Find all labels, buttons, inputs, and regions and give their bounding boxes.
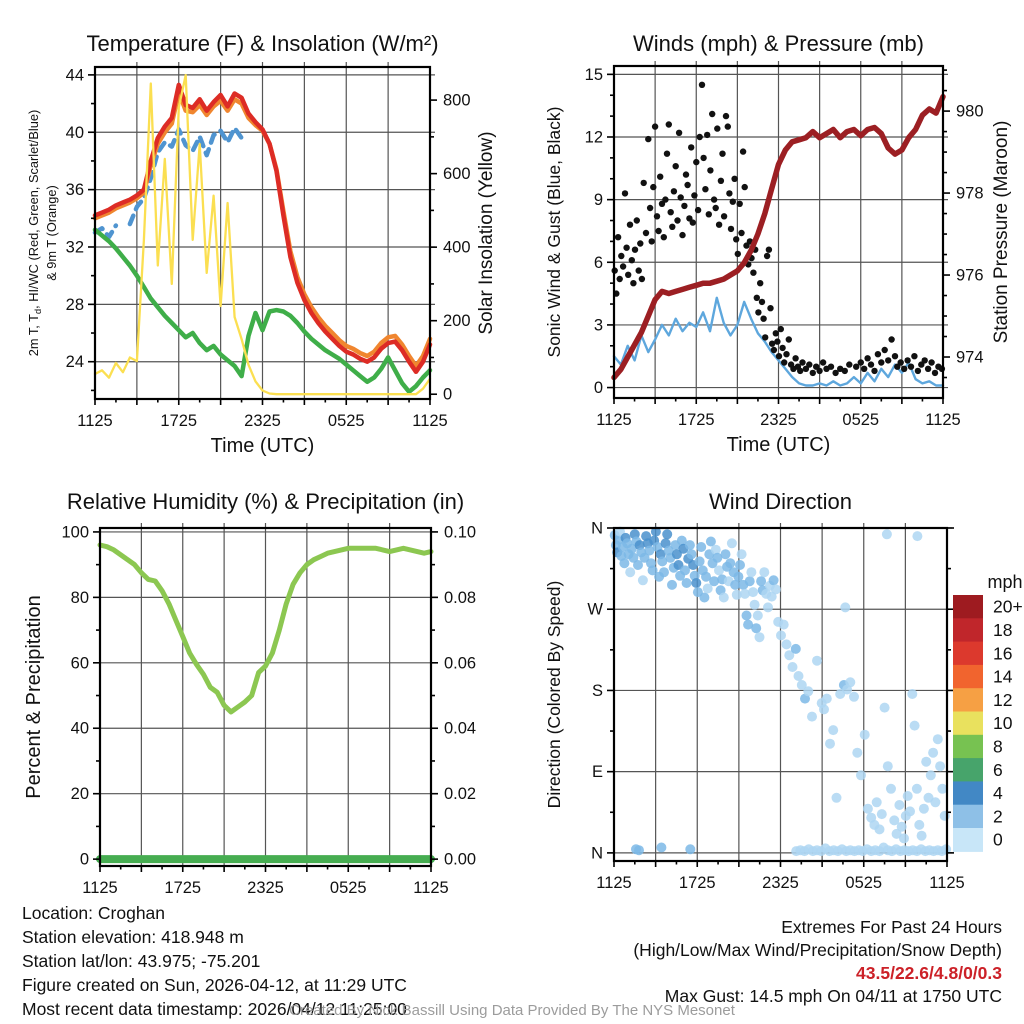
- y-right-tick-label: 0: [443, 385, 453, 404]
- chart-title: Temperature (F) & Insolation (W/m²): [86, 31, 439, 56]
- colorbar-label: 12: [993, 689, 1013, 710]
- colorbar-swatch: [953, 735, 983, 759]
- colorbar-swatch: [953, 781, 983, 805]
- y-right-tick-label: 800: [443, 91, 471, 110]
- y-right-tick-label: 0.10: [444, 523, 477, 542]
- humidity-precip-chart: [23, 489, 476, 897]
- y-left-tick-label: 9: [593, 191, 603, 210]
- colorbar-label: 14: [993, 666, 1013, 687]
- x-tick-label: 2325: [244, 412, 281, 430]
- x-tick-label: 1125: [77, 412, 113, 430]
- colorbar-label: 0: [993, 829, 1003, 850]
- x-tick-label: 2325: [760, 411, 797, 429]
- x-tick-label: 0525: [845, 874, 883, 892]
- colorbar-label: 4: [993, 783, 1003, 804]
- y-right-tick-label: 974: [956, 348, 984, 367]
- colorbar-label: 18: [993, 619, 1013, 640]
- y-left-tick-label: 28: [65, 295, 84, 314]
- extremes-subtitle: (High/Low/Max Wind/Precipitation/Snow Depth): [633, 940, 1002, 960]
- y-left-tick-label: N: [591, 844, 603, 863]
- y-axis-label: 2m T, $T_d$, HI/WC (Red, Green, Scarlet/Blue): [26, 109, 43, 357]
- station-elevation: Station elevation: 418.948 m: [22, 927, 244, 947]
- y-right-tick-label: 976: [956, 266, 984, 285]
- temperature-insolation-chart: [26, 31, 497, 457]
- colorbar-swatch: [953, 828, 983, 852]
- y-axis-label: Sonic Wind & Gust (Blue, Black): [544, 106, 564, 358]
- credit-line: Created By Nick Bassill Using Data Provided By The NYS Mesonet: [289, 1002, 735, 1019]
- x-tick-label: 0525: [842, 411, 880, 429]
- x-tick-label: 1125: [596, 874, 632, 892]
- y-right-axis-label: Solar Insolation (Yellow): [476, 131, 497, 335]
- y-left-tick-label: 20: [70, 785, 89, 804]
- y-left-tick-label: 40: [65, 123, 84, 142]
- figure-created: Figure created on Sun, 2026-04-12, at 11:29 UTC: [22, 975, 407, 995]
- y-right-tick-label: 978: [956, 184, 984, 203]
- y-right-tick-label: 0.08: [444, 588, 477, 607]
- y-axis-label: & 9m T (Orange): [44, 185, 59, 281]
- chart-title: Wind Direction: [708, 489, 853, 514]
- colorbar-title: mph: [987, 572, 1023, 592]
- chart-title: Winds (mph) & Pressure (mb): [633, 31, 924, 56]
- extremes-values: 43.5/22.6/4.8/0/0.3: [856, 963, 1002, 983]
- x-tick-label: 1125: [82, 879, 118, 897]
- station-latlon: Station lat/lon: 43.975; -75.201: [22, 951, 261, 971]
- y-left-tick-label: W: [587, 600, 603, 619]
- y-left-tick-label: 0: [593, 379, 603, 398]
- colorbar-label: 20+: [993, 596, 1023, 617]
- y-axis-label: Direction (Colored By Speed): [544, 580, 564, 809]
- x-tick-label: 1125: [929, 874, 965, 892]
- y-left-tick-label: 36: [65, 181, 84, 200]
- y-left-tick-label: 6: [593, 253, 603, 272]
- x-tick-label: 1725: [164, 879, 202, 897]
- y-left-tick-label: 15: [584, 65, 603, 84]
- x-tick-label: 1725: [160, 412, 198, 430]
- x-tick-label: 1725: [678, 874, 716, 892]
- colorbar-label: 10: [993, 713, 1013, 734]
- y-left-tick-label: 12: [584, 128, 603, 147]
- y-right-tick-label: 600: [443, 165, 471, 184]
- x-tick-label: 1125: [596, 411, 632, 429]
- y-right-tick-label: 0.00: [444, 850, 477, 869]
- x-axis-label: Time (UTC): [210, 435, 315, 457]
- y-right-tick-label: 0.06: [444, 654, 477, 673]
- colorbar-swatch: [953, 642, 983, 666]
- x-tick-label: 0525: [327, 412, 365, 430]
- y-left-tick-label: 60: [70, 654, 89, 673]
- y-left-tick-label: N: [591, 519, 603, 538]
- x-tick-label: 1125: [925, 411, 961, 429]
- y-left-tick-label: 40: [70, 719, 89, 738]
- colorbar-swatch: [953, 688, 983, 712]
- colorbar-swatch: [953, 618, 983, 642]
- colorbar-swatch: [953, 595, 983, 619]
- y-right-axis-label: Station Pressure (Maroon): [991, 120, 1012, 344]
- x-tick-label: 1725: [677, 411, 715, 429]
- colorbar-swatch: [953, 758, 983, 782]
- colorbar-label: 2: [993, 806, 1003, 827]
- y-left-tick-label: 80: [70, 588, 89, 607]
- extremes-title: Extremes For Past 24 Hours: [781, 917, 1002, 937]
- y-left-tick-label: 32: [65, 238, 84, 257]
- x-tick-label: 2325: [247, 879, 284, 897]
- speed-colorbar: [953, 572, 1023, 852]
- max-gust: Max Gust: 14.5 mph On 04/11 at 1750 UTC: [664, 986, 1002, 1006]
- x-tick-label: 0525: [329, 879, 367, 897]
- y-left-tick-label: S: [591, 681, 603, 700]
- wind-direction-chart: [544, 489, 965, 892]
- x-axis-label: Time (UTC): [726, 434, 831, 456]
- y-axis-label: Percent & Precipitation: [23, 595, 45, 799]
- y-left-tick-label: 0: [79, 850, 89, 869]
- y-right-tick-label: 980: [956, 102, 984, 121]
- y-right-tick-label: 0.02: [444, 785, 477, 804]
- y-right-tick-label: 400: [443, 238, 471, 257]
- y-left-tick-label: 24: [65, 353, 84, 372]
- y-left-tick-label: 44: [65, 66, 84, 85]
- y-right-tick-label: 200: [443, 312, 471, 331]
- colorbar-swatch: [953, 665, 983, 689]
- y-left-tick-label: 100: [61, 523, 89, 542]
- data-timestamp: Most recent data timestamp: 2026/04/12 11:25:00: [22, 999, 407, 1019]
- station-location: Location: Croghan: [22, 903, 166, 923]
- y-right-tick-label: 0.04: [444, 719, 477, 738]
- colorbar-label: 6: [993, 759, 1003, 780]
- colorbar-label: 16: [993, 643, 1013, 664]
- x-tick-label: 1125: [412, 412, 448, 430]
- colorbar-label: 8: [993, 736, 1003, 757]
- colorbar-swatch: [953, 805, 983, 829]
- x-tick-label: 2325: [762, 874, 799, 892]
- y-left-tick-label: 3: [593, 316, 603, 335]
- y-left-tick-label: E: [591, 763, 603, 782]
- x-tick-label: 1125: [413, 879, 449, 897]
- chart-title: Relative Humidity (%) & Precipitation (in): [66, 489, 465, 514]
- extremes-block: [633, 916, 1002, 1008]
- colorbar-swatch: [953, 712, 983, 736]
- winds-pressure-chart: [544, 31, 1012, 456]
